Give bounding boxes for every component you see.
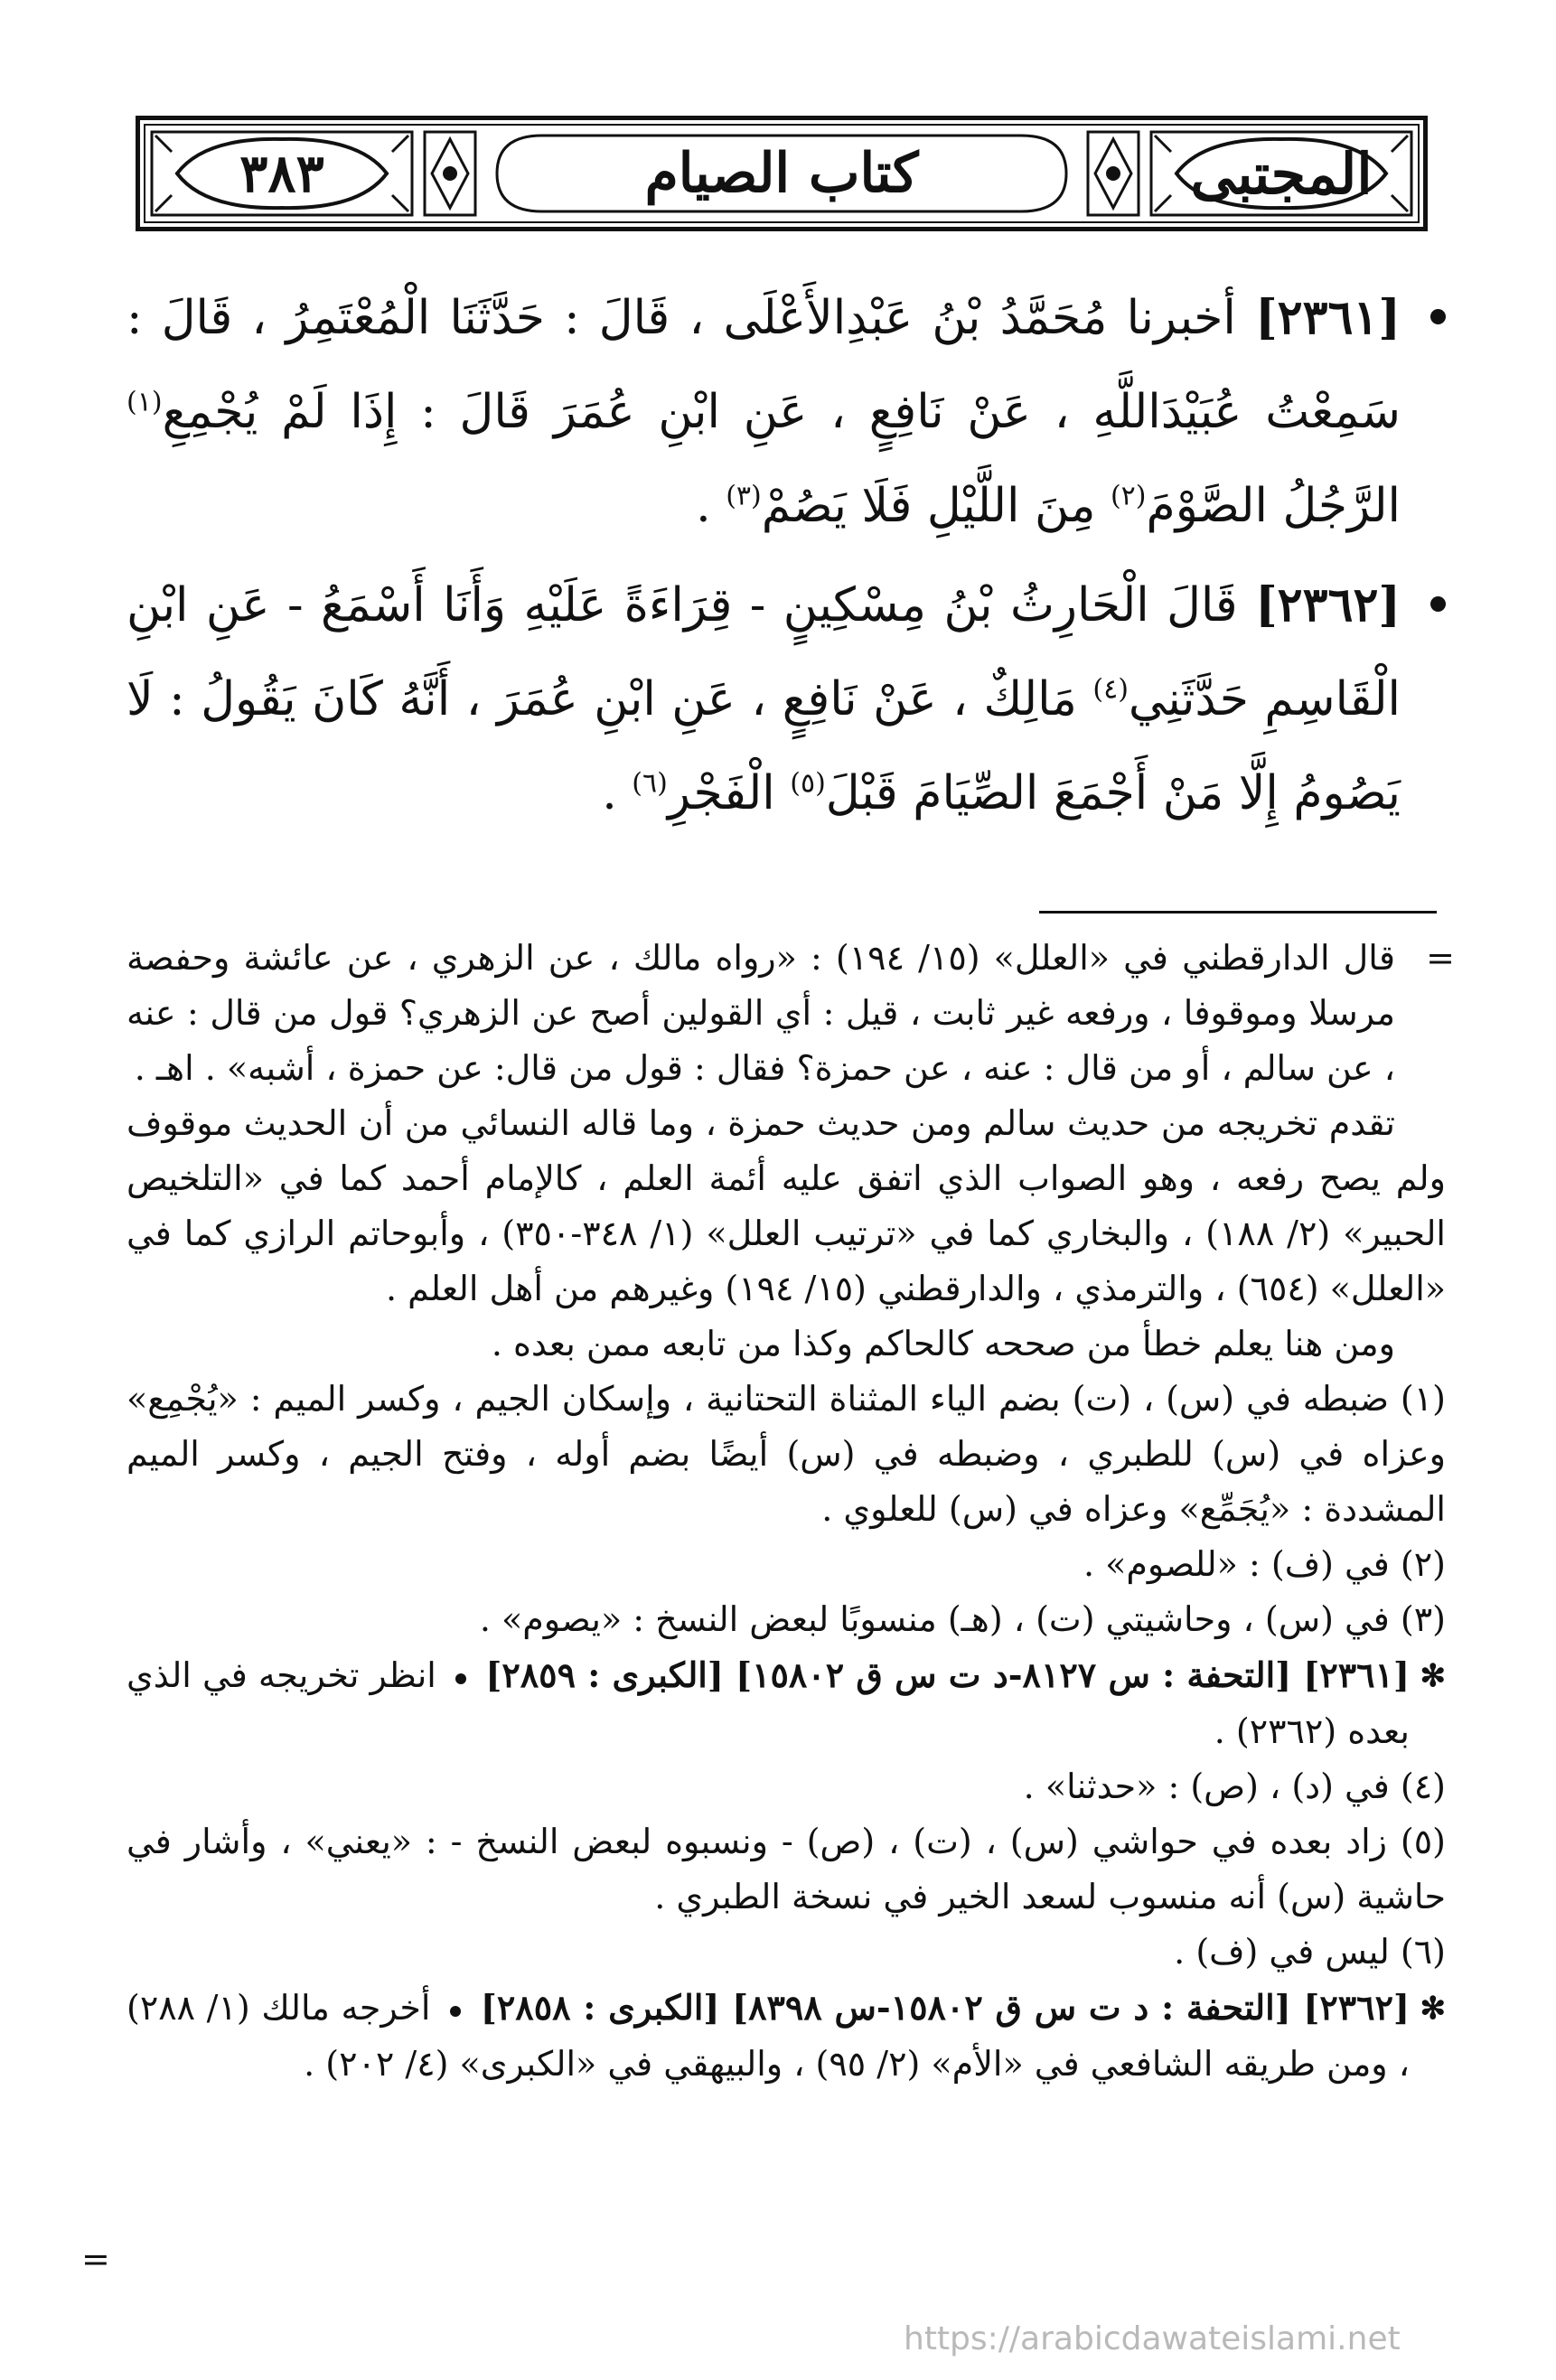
footnote-paragraph: تقدم تخريجه من حديث سالم ومن حديث حمزة ، وما قاله النسائي من أن الحديث موقوف ولم يصح رفعه ، وهو الصواب الذي اتفق عليه أئمة العلم ، كالإمام أحمد كما في «التلخيص الحبير» (٢/ ١٨٨) ، والبخاري كما في «ترتيب العلل» (١/ ٣٤٨-٣٥٠) ، وأبوحاتم الرازي كما في «العلل» (٦٥٤) ، والترمذي ، والدارقطني (١٥/ ١٩٤) وغيرهم من أهل العلم . [127,1103,1446,1308]
hadith-text: عُبَيْدَاللَّهِ ، عَنْ نَافِعٍ ، عَنِ ابْنِ عُمَرَ قَالَ : إِذَا لَمْ يُجْمِعِ [162,385,1242,439]
footnote-2: (٢) في (ف) : «للصوم» . [1083,1544,1446,1584]
asterisk-icon: ✻ [1420,1991,1446,2027]
footnote-ref: (٦) [632,767,668,800]
book-title: المجتبى [1190,140,1373,207]
footnote-paragraph: ومن هنا يعلم خطأ من صححه كالحاكم وكذا من تابعه ممن بعده . [491,1324,1395,1363]
hadith-text: الرَّجُلُ الصَّوْمَ [1146,479,1401,533]
watermark: https://arabicdawateislami.net [904,2320,1401,2357]
footnote-1: (١) ضبطه في (س) ، (ت) بضم الياء المثناة التحتانية ، وإسكان الجيم ، وكسر الميم : «يُجْمِع» وعزاه في (س) للطبري ، وضبطه في (س) أيضًا بضم أوله ، وفتح الجيم ، وكسر الميم المشددة : «يُجَمِّع» وعزاه في (س) للعلوي . [127,1379,1446,1529]
footnotes [127,931,1455,2092]
bullet-icon [450,2006,461,2017]
main-text [127,271,1446,846]
continuation-mark: = [81,2239,110,2279]
ornament-icon [1086,130,1140,217]
hadith-text: مِنَ [1034,479,1096,533]
footnote-5: (٥) زاد بعده في حواشي (س) ، (ت) ، (ص) - ونسبوه لبعض النسخ - : «يعني» ، وأشار في حاشية (س) أنه منسوب لسعد الخير في نسخة الطبري . [127,1822,1446,1916]
takhrij-reference: [٢٣٦٢] [التحفة : د ت س ق ١٥٨٠٢-س ٨٣٩٨] [الكبرى : ٢٨٥٨] [480,1987,1410,2028]
footnote-4: (٤) في (د) ، (ص) : «حدثنا» . [1023,1766,1446,1806]
bullet-icon [1430,309,1446,324]
footnote-ref: (٥) [790,767,826,800]
takhrij-text: انظر تخريجه في الذي بعده (٢٣٦٢) . [127,1655,1410,1751]
hadith-text: أخبرنا مُحَمَّدُ بْنُ عَبْدِالأَعْلَى ، قَالَ : حَدَّثَنَا الْمُعْتَمِرُ ، قَالَ : سَمِعْتُ [127,291,1401,439]
running-header [136,116,1428,231]
hadith-number: [٢٣٦١] [1255,290,1401,345]
chapter-title: كتاب الصيام [644,142,919,205]
hadith-text: مَالِكٌ ، عَنْ نَافِعٍ ، عَنِ ابْنِ عُمَرَ ، أَنَّهُ كَانَ يَقُولُ : لَا يَصُومُ إِلَّا مَنْ [127,672,1401,820]
footnote-ref: (٢) [1110,480,1147,512]
hadith-2362 [127,558,1446,840]
footnote-separator [1039,911,1437,914]
footnote-ref: (١) [127,386,163,418]
footnote-ref: (٤) [1092,673,1129,706]
hadith-text: الْفَجْرِ [667,766,775,820]
hadith-end: . [696,479,711,533]
hadith-text: أَجْمَعَ الصِّيَامَ قَبْلَ [825,766,1148,820]
takhrij-text: أخرجه مالك (١/ ٢٨٨) ، ومن طريقه الشافعي في «الأم» (٢/ ٩٥) ، والبيهقي في «الكبرى» (٤/ ٢٠٢) . [127,1988,1410,2084]
footnote-continuation: = قال الدارقطني في «العلل» (١٥/ ١٩٤) : «رواه مالك ، عن الزهري ، عن عائشة وحفصة مرسلا وموقوفا ، ورفعه غير ثابت ، قيل : أي القولين أصح عن الزهري؟ قول من قال : عنه ، عن سالم ، أو من قال : عنه ، عن حمزة؟ فقال : قول من قال: عن حمزة ، أشبه» . اهـ . [127,931,1446,1096]
hadith-end: . [602,766,617,820]
bullet-icon [1430,596,1446,612]
bullet-icon [455,1673,466,1684]
footnote-ref: (٣) [726,480,762,512]
asterisk-icon: ✻ [1420,1658,1446,1694]
ornament-icon [423,130,477,217]
hadith-text: اللَّيْلِ فَلَا يَصُمْ [761,479,1020,533]
hadith-number: [٢٣٦٢] [1255,577,1401,632]
hadith-2361 [127,271,1446,553]
hadith-text: قَالَ الْحَارِثُ بْنُ مِسْكِينٍ - قِرَاءَةً عَلَيْهِ وَأَنَا أَسْمَعُ - عَنِ ابْنِ الْقَاسِمِ [127,578,1401,726]
continuation-mark: = [1426,938,1455,978]
footnote-3: (٣) في (س) ، وحاشيتي (ت) ، (هـ) منسوبًا لبعض النسخ : «يصوم» . [479,1599,1446,1639]
takhrij-reference: [٢٣٦١] [التحفة : س ٨١٢٧-د ت س ق ١٥٨٠٢] [الكبرى : ٢٨٥٩] [485,1654,1410,1695]
takhrij-2362 [127,1980,1446,2092]
takhrij-2361 [127,1647,1446,1759]
footnote-6: (٦) ليس في (ف) . [1174,1932,1446,1972]
page-number: ٣٨٣ [239,143,324,204]
hadith-text: حَدَّثَنِي [1128,672,1249,726]
